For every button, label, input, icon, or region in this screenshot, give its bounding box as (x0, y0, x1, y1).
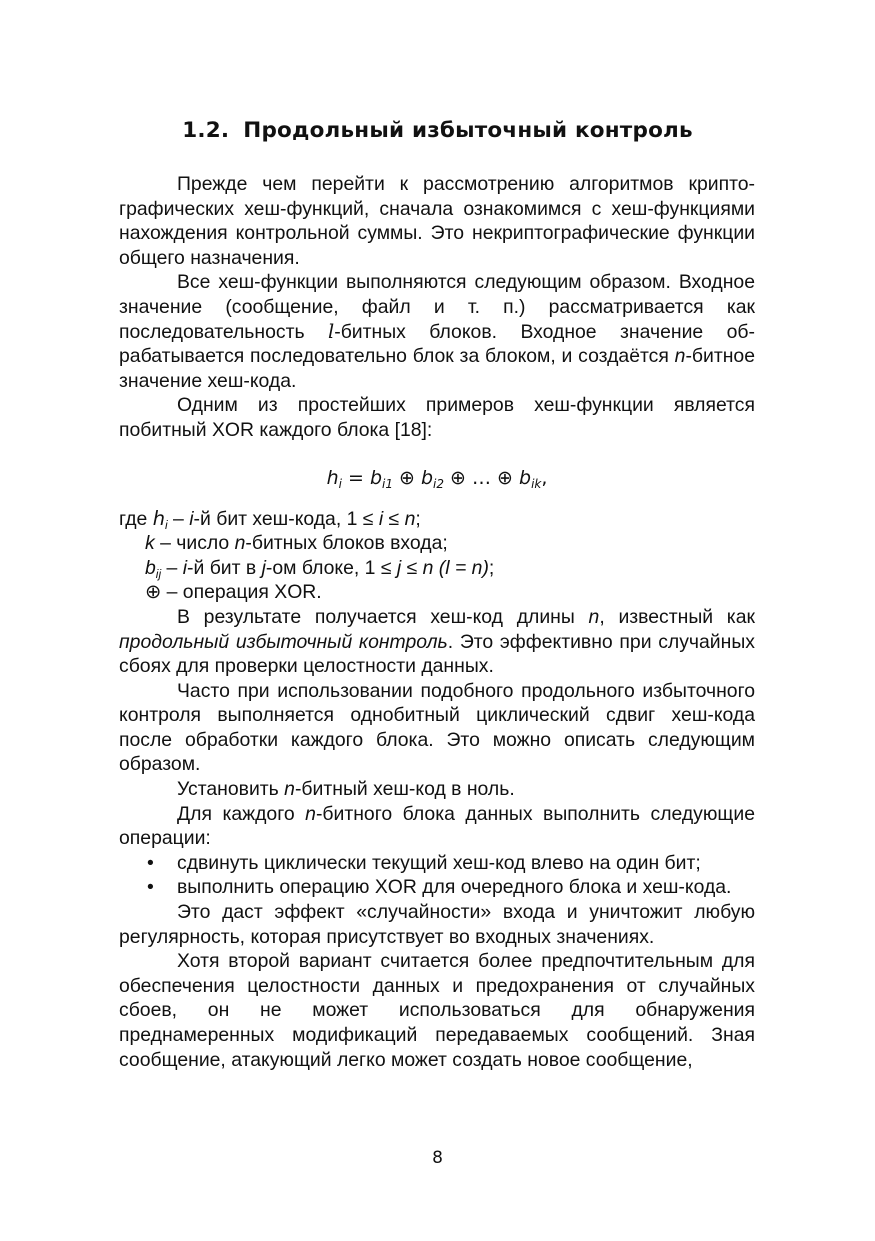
paragraph-randomness: Это даст эффект «случайности» входа и уничтожит любую регулярность, которая присутствует во входных значениях. (119, 901, 755, 948)
paragraph-step-init: Установить n-битный хеш-код в ноль. (177, 778, 515, 801)
formula-definitions (119, 507, 755, 605)
paragraph-lrc: В результате получается хеш-код длины n, известный как продольный избыточный контроль. Это эффективно при случайных сбоях для проверки целостности данных. (119, 605, 755, 678)
steps-list (119, 851, 755, 900)
paragraph-intro: Прежде чем перейти к рассмотрению алгоритмов криптографических хеш-функций, сначала ознакомимся с хеш-функциями нахождения контрольной суммы. Это некриптографические функции общего назначения. (119, 173, 755, 269)
bullet-icon: • (147, 876, 154, 899)
body-text (119, 172, 755, 1072)
paragraph-cyclic-shift: Часто при использовании подобного продольного избыточного контроля выполняется однобитный циклический сдвиг хеш-кода после обработки каждого блока. Это можно описать следующим образом. (119, 679, 755, 776)
paragraph-hash-process: Все хеш-функции выполняются следующим образом. Входное значение (сообщение, файл и т. п.) рассматривается как последовательность l-битных блоков. Входное значение обрабатывается последовательно блок за блоком, и создаётся n-битное значение хеш-кода. (119, 271, 755, 392)
paragraph-step-loop: Для каждого n-битного блока данных выполнить следующие операции: (119, 802, 755, 850)
formula-xor: $h_i = b_{i1}$ ⊕ $b_{i2}$ ⊕ … ⊕ $b_{ik}$, (326, 466, 548, 491)
definition-xor: ⊕ – операция XOR. (145, 581, 322, 604)
section-number: 1.2. (182, 118, 230, 143)
xor-symbol: ⊕ (145, 581, 162, 604)
list-item: • сдвинуть циклически текущий хеш-код влево на один бит; (147, 851, 701, 874)
list-item: • выполнить операцию XOR для очередного блока и хеш-кода. (147, 876, 732, 899)
bullet-icon: • (147, 851, 154, 874)
page-number: 8 (432, 1148, 443, 1168)
section-heading (0, 118, 875, 143)
definition-h: где $h_i - i-й$ бит хеш-кода, 1 ≤ i ≤ n; (119, 506, 421, 532)
section-title: Продольный избыточный контроль (243, 118, 693, 143)
paragraph-limitations: Хотя второй вариант считается более предпочтительным для обеспечения целостности данных и предохранения от случайных сбоев, он не может использоваться для обнаружения преднамеренных модификаций передаваемых сообщений. Зная сообщение, атакующий легко может создать новое сообщение, (119, 950, 755, 1071)
paragraph-xor-example: Одним из простейших примеров хеш-функции является побитный XOR каждого блока [18]: (119, 394, 755, 441)
definition-k: k – число n-битных блоков входа; (145, 532, 448, 555)
definition-b: $b_{ij} - i-й$ бит в j-ом блоке, 1 ≤ j ≤ n (l = n); (145, 556, 495, 581)
